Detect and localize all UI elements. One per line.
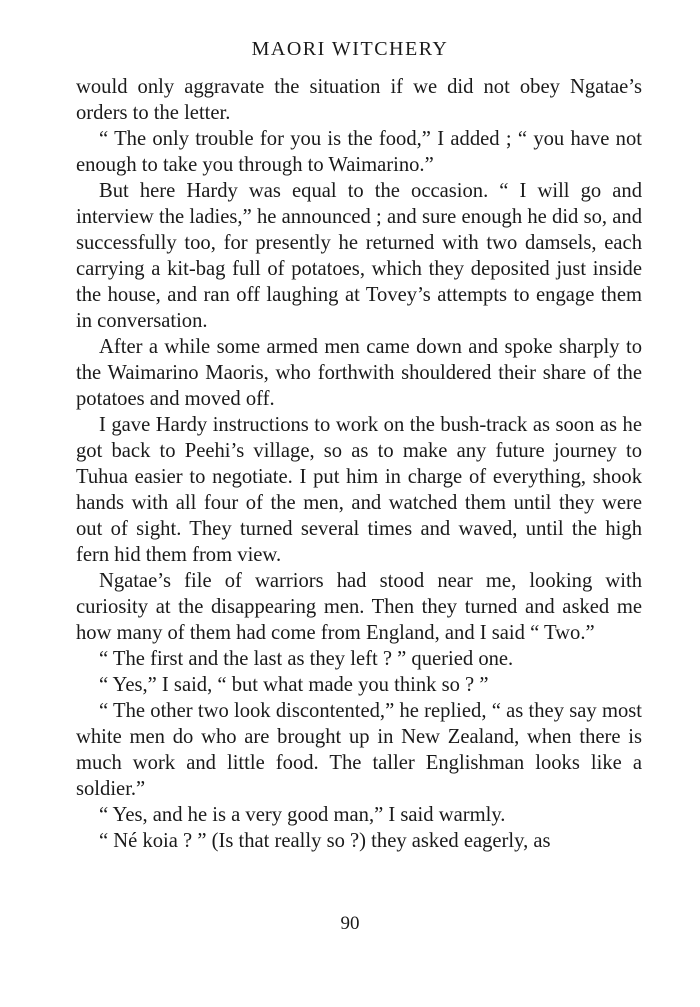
running-head: MAORI WITCHERY xyxy=(251,38,449,60)
paragraph: After a while some armed men came down and spoke sharply to the Waimarino Maoris, who forthwith shouldered their share of the potatoes and moved off. xyxy=(76,336,642,410)
paragraph: “ Yes,” I said, “ but what made you think so ? ” xyxy=(99,674,489,696)
paragraph: But here Hardy was equal to the occasion. “ I will go and interview the ladies,” he announced ; and sure enough he did so, and successfully too, for presently he returned with two damsels, each carrying a kit-bag full of potatoes, which they deposited just inside the house, and ran off laughing at Tovey’s attempts to engage them in conversation. xyxy=(76,180,642,332)
paragraph: “ Né koia ? ” (Is that really so ?) they asked eagerly, as xyxy=(99,830,551,852)
paragraph: “ Yes, and he is a very good man,” I said warmly. xyxy=(99,804,506,826)
paragraph: “ The first and the last as they left ? ” queried one. xyxy=(99,648,514,670)
paragraph-continued: would only aggravate the situation if we did not obey Ngatae’s orders to the letter. xyxy=(76,76,642,124)
page-number: 90 xyxy=(340,913,360,934)
body-text xyxy=(76,74,642,854)
paragraph: I gave Hardy instructions to work on the bush-track as soon as he got back to Peehi’s village, so as to make any future journey to Tuhua easier to negotiate. I put him in charge of everything, shook hands with all four of the men, and watched them until they were out of sight. They turned several times and waved, until the high fern hid them from view. xyxy=(76,414,642,566)
paragraph: Ngatae’s file of warriors had stood near me, looking with curiosity at the disappearing men. Then they turned and asked me how many of them had come from England, and I said “ Two.” xyxy=(76,570,642,644)
paragraph: “ The other two look discontented,” he replied, “ as they say most white men do who are brought up in New Zealand, when there is much work and little food. The taller Englishman looks like a soldier.” xyxy=(76,700,642,800)
paragraph: “ The only trouble for you is the food,” I added ; “ you have not enough to take you through to Waimarino.” xyxy=(76,128,642,176)
